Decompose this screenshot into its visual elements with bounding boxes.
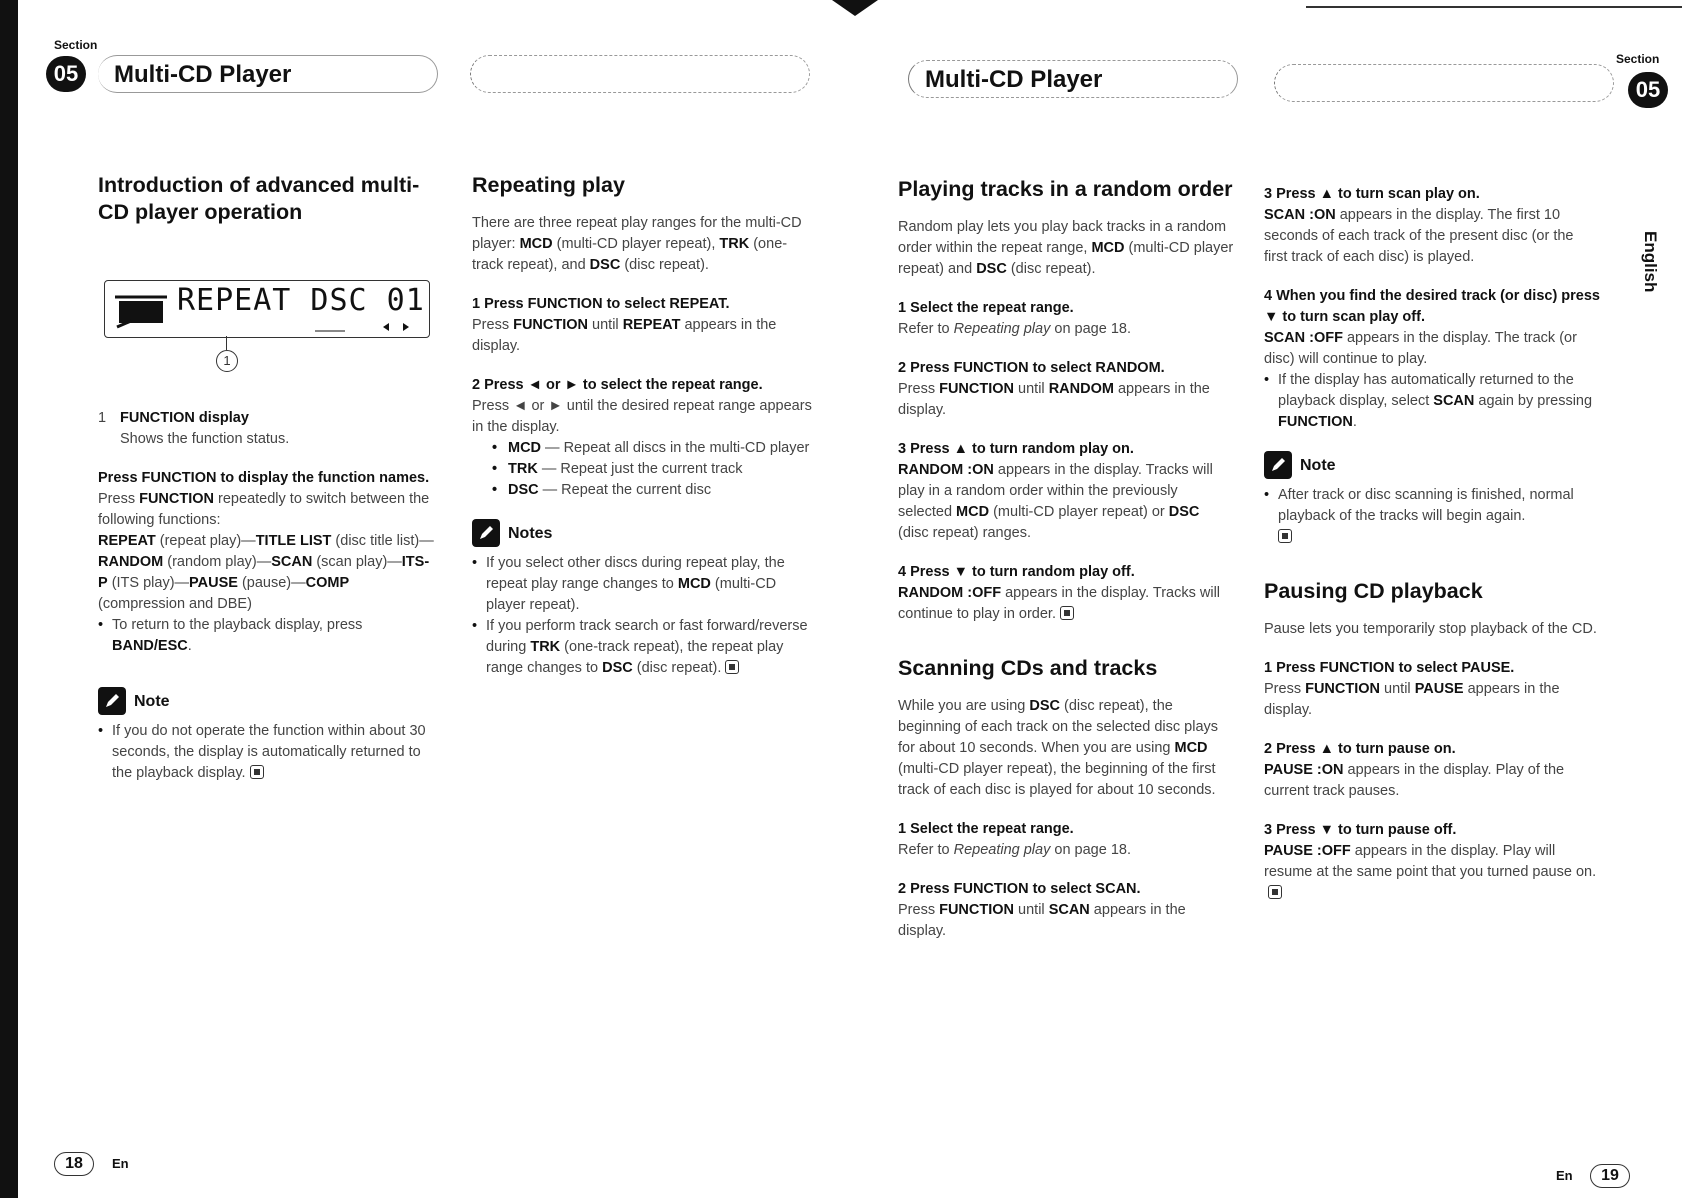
random-step-3-title: 3 Press ▲ to turn random play on. — [898, 441, 1134, 457]
section-badge-right: 05 — [1628, 72, 1668, 108]
list-item — [1278, 485, 1600, 548]
scan-step-2-body — [898, 900, 1234, 942]
callout-number-circle: 1 — [216, 350, 238, 372]
key-trk: TRK — [508, 461, 538, 477]
pause-step-2-body — [1264, 760, 1600, 802]
list-item — [1278, 370, 1600, 433]
text-run: until — [1014, 381, 1049, 397]
scan-step-3-title: 3 Press ▲ to turn scan play on. — [1264, 186, 1480, 202]
text-run: appears in the display. — [898, 902, 1186, 939]
end-mark-icon — [1268, 885, 1282, 899]
list-item — [508, 480, 812, 501]
column-repeating-play — [472, 172, 812, 679]
text-run: until — [588, 317, 623, 333]
repeat-step-1-body — [472, 315, 812, 357]
repeat-step-2-body: Press ◄ or ► until the desired repeat range appears in the display. — [472, 398, 812, 435]
text-run: — Repeat just the current track — [537, 461, 743, 477]
key-random: RANDOM — [1048, 381, 1114, 397]
note-list — [98, 721, 438, 784]
callout-item-num: 1 — [98, 410, 107, 426]
pause-step-3-title: 3 Press ▼ to turn pause off. — [1264, 822, 1457, 838]
key-dsc: DSC — [508, 482, 539, 498]
random-step-3-body — [898, 460, 1234, 544]
text-run: (multi-CD player repeat) and — [898, 240, 1234, 277]
text-run: Press — [98, 491, 140, 507]
key-mcd: MCD — [1174, 740, 1208, 756]
status-random-on: RANDOM :ON — [898, 462, 994, 478]
text-run: While you are using — [898, 698, 1030, 714]
key-dsc: DSC — [1168, 504, 1200, 520]
text-run: (disc repeat) ranges. — [898, 525, 1031, 541]
key-function: FUNCTION — [939, 381, 1015, 397]
key-band-esc: BAND/ESC — [112, 638, 188, 654]
end-mark-icon — [725, 660, 739, 674]
random-step-2-title: 2 Press FUNCTION to select RANDOM. — [898, 360, 1165, 376]
key-dsc: DSC — [1029, 698, 1060, 714]
key-dsc: DSC — [976, 261, 1007, 277]
text-run: Press — [898, 381, 940, 397]
status-random-off: RANDOM :OFF — [898, 585, 1002, 601]
key-trk: TRK — [719, 236, 750, 252]
scan-heading: Scanning CDs and tracks — [898, 656, 1158, 680]
text-run: appears in the display. Tracks will continue to play in order. — [898, 585, 1221, 622]
text-run: (disc title list)— — [331, 533, 434, 549]
title-box-empty-right — [1274, 64, 1614, 102]
text-run: If the display has automatically returned to the playback display, select — [1278, 372, 1574, 409]
text-run: (random play)— — [163, 554, 272, 570]
text-run: . — [187, 638, 192, 654]
press-function-body — [98, 489, 438, 531]
list-item — [508, 459, 812, 480]
status-scan-off: SCAN :OFF — [1264, 330, 1343, 346]
text-run: appears in the display. — [472, 317, 777, 354]
status-pause-on: PAUSE :ON — [1264, 762, 1344, 778]
text-run: repeatedly to switch between the following functions: — [98, 491, 430, 528]
pause-heading: Pausing CD playback — [1264, 579, 1483, 603]
text-run: Refer to — [898, 842, 954, 858]
scan-step-4-body — [1264, 328, 1600, 370]
key-mcd: MCD — [1091, 240, 1125, 256]
key-trk: TRK — [530, 639, 561, 655]
key-dsc: DSC — [589, 257, 621, 273]
random-step-4-title: 4 Press ▼ to turn random play off. — [898, 564, 1135, 580]
random-step-1-body — [898, 319, 1234, 340]
text-run: If you select other discs during repeat play, the repeat play range changes to — [486, 555, 785, 592]
text-run: (multi-CD player repeat), the beginning of the first track of each disc is played for about 10 seconds. — [898, 761, 1216, 798]
return-bullet-list — [98, 615, 438, 657]
key-mcd: MCD — [508, 440, 542, 456]
key-dsc: DSC — [602, 660, 633, 676]
list-item — [486, 553, 812, 616]
text-run: (one-track repeat), the repeat play range changes to — [486, 639, 784, 676]
pause-step-1-title: 1 Press FUNCTION to select PAUSE. — [1264, 660, 1515, 676]
key-mcd: MCD — [956, 504, 990, 520]
column-random-and-scan — [898, 176, 1234, 942]
list-item — [112, 721, 438, 784]
note-header — [1264, 451, 1600, 479]
callout-item-title: FUNCTION display — [120, 410, 249, 426]
notes-list — [472, 553, 812, 679]
text-run: appears in the display. Play will resume at the same point that you turned pause on. — [1264, 843, 1597, 880]
text-run: Press — [1264, 681, 1306, 697]
text-run: — Repeat the current disc — [538, 482, 712, 498]
key-mcd: MCD — [519, 236, 553, 252]
scan-step-2-title: 2 Press FUNCTION to select SCAN. — [898, 881, 1141, 897]
random-intro — [898, 217, 1234, 280]
note-pencil-icon — [1264, 451, 1292, 479]
key-scan: SCAN — [1048, 902, 1090, 918]
scan-step-4-bullets — [1264, 370, 1600, 433]
repeat-range-list — [472, 438, 812, 501]
pause-step-1-body — [1264, 679, 1600, 721]
list-item — [486, 616, 812, 679]
text-run: (ITS play)— — [107, 575, 190, 591]
top-arrow-icon — [832, 0, 878, 18]
cross-reference: Repeating play — [953, 321, 1051, 337]
text-run: (multi-CD player repeat) or — [989, 504, 1169, 520]
key-function: FUNCTION — [139, 491, 215, 507]
page-title-left — [98, 55, 438, 93]
text-run: (multi-CD player repeat). — [486, 576, 777, 613]
note-pencil-icon — [98, 687, 126, 715]
random-step-2-body — [898, 379, 1234, 421]
status-pause-off: PAUSE :OFF — [1264, 843, 1351, 859]
random-heading: Playing tracks in a random order — [898, 177, 1233, 201]
text-run: (disc repeat), the beginning of each track on the selected disc plays for about 10 seconds. When you are using — [898, 698, 1219, 756]
callout-item-desc: Shows the function status. — [120, 431, 290, 447]
end-mark-icon — [250, 765, 264, 779]
column-introduction — [98, 172, 438, 784]
text-run: To return to the playback display, press — [112, 617, 363, 633]
repeat-intro — [472, 213, 812, 276]
text-run: If you do not operate the function within about 30 seconds, the display is automatically returned to the playback display. — [112, 723, 426, 781]
callout-item — [98, 408, 438, 450]
key-pause: PAUSE — [1414, 681, 1464, 697]
text-run: until — [1380, 681, 1415, 697]
scan-step-1-body — [898, 840, 1234, 861]
scan-step-4-title: 4 When you find the desired track (or disc) press ▼ to turn scan play off. — [1264, 288, 1600, 325]
page-number-left: 18 — [54, 1152, 94, 1176]
text-run: (pause)— — [237, 575, 306, 591]
scan-intro — [898, 696, 1234, 801]
text-run: . — [1352, 414, 1357, 430]
language-tab: English — [1641, 231, 1660, 293]
list-item — [508, 438, 812, 459]
notes-label: Notes — [508, 524, 553, 542]
list-item — [112, 615, 438, 657]
random-step-4-body — [898, 583, 1234, 625]
text-run: (disc repeat). — [632, 660, 722, 676]
text-run: (disc repeat). — [620, 257, 709, 273]
text-run: appears in the display. The track (or disc) will continue to play. — [1264, 330, 1577, 367]
random-step-1-title: 1 Select the repeat range. — [898, 300, 1074, 316]
pause-step-3-body — [1264, 841, 1600, 904]
func-itsp: ITS-P — [98, 554, 430, 591]
func-pause: PAUSE — [189, 575, 238, 591]
section-label-right: Section — [1616, 52, 1660, 66]
left-edge-bar — [0, 0, 18, 1198]
text-run: After track or disc scanning is finished, normal playback of the tracks will begin again. — [1278, 487, 1574, 524]
section-label-left: Section — [54, 38, 98, 52]
text-run: If you perform track search or fast forward/reverse during — [486, 618, 808, 655]
key-function: FUNCTION — [513, 317, 589, 333]
text-run: (repeat play)— — [155, 533, 256, 549]
intro-heading: Introduction of advanced multi-CD player operation — [98, 173, 420, 224]
key-function: FUNCTION — [1278, 414, 1353, 430]
key-function: FUNCTION — [939, 902, 1015, 918]
text-run: Random play lets you play back tracks in a random order within the repeat range, — [898, 219, 1227, 256]
key-repeat: REPEAT — [622, 317, 681, 333]
scan-step-3-body — [1264, 205, 1600, 268]
column-scan-and-pause — [1264, 184, 1600, 904]
page-title-text-right: Multi-CD Player — [925, 66, 1103, 93]
text-run: appears in the display. The first 10 seconds of each track of the present disc (or the first track of each disc) is played. — [1264, 207, 1574, 265]
key-scan: SCAN — [1433, 393, 1475, 409]
key-mcd: MCD — [677, 576, 711, 592]
section-badge-left: 05 — [46, 56, 86, 92]
repeat-heading: Repeating play — [472, 173, 625, 197]
end-mark-icon — [1278, 529, 1292, 543]
note-label: Note — [134, 692, 170, 710]
note-pencil-icon — [472, 519, 500, 547]
lcd-text: REPEAT DSC 01 — [177, 283, 425, 318]
press-function-heading: Press FUNCTION to display the function names. — [98, 470, 430, 486]
func-scan: SCAN — [271, 554, 313, 570]
text-run: (multi-CD player repeat), — [552, 236, 720, 252]
repeat-step-1-title: 1 Press FUNCTION to select REPEAT. — [472, 296, 730, 312]
text-run: (scan play)— — [312, 554, 402, 570]
pause-intro: Pause lets you temporarily stop playback of the CD. — [1264, 621, 1597, 637]
note-label: Note — [1300, 456, 1336, 474]
notes-header — [472, 519, 812, 547]
text-run: again by pressing — [1474, 393, 1593, 409]
pause-step-2-title: 2 Press ▲ to turn pause on. — [1264, 741, 1456, 757]
key-function: FUNCTION — [1305, 681, 1381, 697]
page-title-right — [908, 60, 1238, 98]
repeat-step-2-title: 2 Press ◄ or ► to select the repeat range. — [472, 377, 763, 393]
page-lang-right: En — [1556, 1168, 1573, 1183]
page-number-right: 19 — [1590, 1164, 1630, 1188]
func-comp: COMP — [305, 575, 350, 591]
text-run: There are three repeat play ranges for the multi-CD player: — [472, 215, 802, 252]
cross-reference: Repeating play — [953, 842, 1051, 858]
text-run: Refer to — [898, 321, 954, 337]
page-lang-left: En — [112, 1156, 129, 1171]
end-mark-icon — [1060, 606, 1074, 620]
note-header — [98, 687, 438, 715]
func-random: RANDOM — [98, 554, 164, 570]
text-run: (one-track repeat), and — [472, 236, 788, 273]
text-run: — Repeat all discs in the multi-CD player — [541, 440, 810, 456]
page-title-text-left: Multi-CD Player — [114, 61, 292, 88]
status-scan-on: SCAN :ON — [1264, 207, 1336, 223]
text-run: (disc repeat). — [1006, 261, 1096, 277]
text-run: Press — [472, 317, 514, 333]
text-run: Press — [898, 902, 940, 918]
text-run: on page 18. — [1050, 321, 1131, 337]
top-rule — [1306, 6, 1682, 8]
func-titlelist: TITLE LIST — [255, 533, 332, 549]
text-run: (compression and DBE) — [98, 596, 252, 612]
func-repeat: REPEAT — [98, 533, 156, 549]
text-run: appears in the display. — [898, 381, 1210, 418]
note-list — [1264, 485, 1600, 548]
scan-step-1-title: 1 Select the repeat range. — [898, 821, 1074, 837]
text-run: until — [1014, 902, 1049, 918]
text-run: appears in the display. — [1264, 681, 1560, 718]
text-run: appears in the display. Play of the current track pauses. — [1264, 762, 1565, 799]
text-run: on page 18. — [1050, 842, 1131, 858]
function-list — [98, 531, 438, 615]
text-run: appears in the display. Tracks will play in a random order within the previously selected — [898, 462, 1213, 520]
title-box-empty-left — [470, 55, 810, 93]
